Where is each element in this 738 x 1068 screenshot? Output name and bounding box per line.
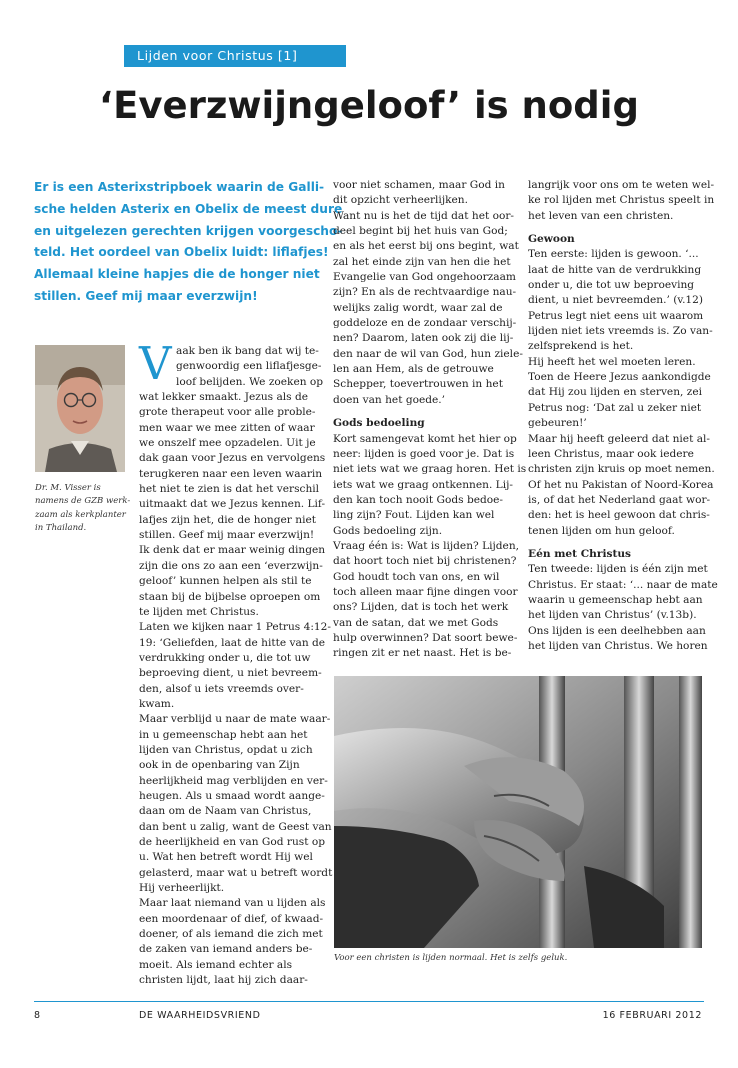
text-line: dient, u niet bevreemden.’ (v.12) xyxy=(528,294,704,307)
text-line: en uitgelezen gerechten krijgen voorgescho- xyxy=(34,223,343,238)
text-line: langrijk voor ons om te weten wel- xyxy=(528,179,715,191)
text-line: een moordenaar of dief, of kwaad- xyxy=(139,912,324,925)
text-line: christen lijdt, laat hij zich daar- xyxy=(139,974,308,987)
text-line: moeit. Als iemand echter als xyxy=(139,958,293,971)
intro-paragraph xyxy=(34,177,343,308)
text-line: Of het nu Pakistan of Noord-Korea xyxy=(528,478,714,491)
text-line: Maar verblijd u naar de mate waar- xyxy=(139,713,331,726)
text-line: dan bent u zalig, want de Geest van xyxy=(139,820,332,833)
text-line: Petrus legt niet eens uit waarom xyxy=(528,309,704,322)
text-line: zal het einde zijn van hen die het xyxy=(333,255,511,268)
text-line: Ik denk dat er maar weinig dingen xyxy=(139,544,326,557)
text-line: heugen. Als u smaad wordt aange- xyxy=(139,789,325,802)
hands-behind-bars-photo xyxy=(334,676,702,948)
text-line: het niet te zien is dat het verschil xyxy=(139,483,320,496)
text-line: sche helden Asterix en Obelix de meest dure xyxy=(34,201,343,216)
text-line: neer: lijden is goed voor je. Dat is xyxy=(333,447,515,460)
text-line: Vraag één is: Wat is lijden? Lijden, xyxy=(333,539,520,552)
text-line: uitmaakt dat we Jezus kennen. Lif- xyxy=(139,498,326,511)
text-line: God houdt toch van ons, en wil xyxy=(333,570,500,583)
subheading: Gods bedoeling xyxy=(333,417,425,430)
text-line: zelfsprekend is het. xyxy=(528,340,634,353)
text-line: zijn die ons zo aan een ‘everzwijn- xyxy=(139,559,323,572)
text-line: beproeving dient, u niet bevreem- xyxy=(139,667,322,680)
issue-date: 16 FEBRUARI 2012 xyxy=(602,1010,702,1021)
author-caption xyxy=(35,482,130,536)
text-line: den, alsof u iets vreemds over- xyxy=(139,682,304,695)
text-line: Ten tweede: lijden is één zijn met xyxy=(528,563,708,576)
text-line: Petrus nog: ‘Dat zal u zeker niet xyxy=(528,401,702,414)
column-3 xyxy=(528,178,718,654)
footer-rule xyxy=(34,1001,704,1002)
text-line: Hij verheerlijkt. xyxy=(139,882,225,895)
text-line: onder u, die tot uw beproeving xyxy=(528,279,695,292)
spacer xyxy=(333,408,513,416)
page-title: ‘Everzwijngeloof’ is nodig xyxy=(99,84,639,127)
text-line: loof belijden. We zoeken op xyxy=(176,375,324,388)
text-line: in Thailand. xyxy=(35,523,87,534)
text-line: Er is een Asterixstripboek waarin de Galli- xyxy=(34,180,325,194)
text-line: Schepper, toevertrouwen in het xyxy=(333,378,503,391)
page-number: 8 xyxy=(34,1010,41,1021)
text-line: dat hoort toch niet bij christenen? xyxy=(333,555,517,568)
text-line: deel begint bij het huis van God; xyxy=(333,225,508,238)
text-line: Evangelie van God ongehoorzaam xyxy=(333,271,516,284)
author-photo xyxy=(35,345,125,472)
drop-cap: V xyxy=(139,337,172,390)
photo-caption: Voor een christen is lijden normaal. Het is zelfs geluk. xyxy=(334,953,568,963)
text-line: doener, of als iemand die zich met xyxy=(139,928,323,941)
text-line: goddeloze en de zondaar verschij- xyxy=(333,317,517,330)
text-line: het leven van een christen. xyxy=(528,209,674,222)
text-line: zaam als kerkplanter xyxy=(35,509,126,520)
text-line: den: het is heel gewoon dat chris- xyxy=(528,509,710,522)
hands-prison-image xyxy=(334,676,702,948)
text-line: gebeuren!’ xyxy=(528,417,587,430)
text-line: hulp overwinnen? Dat soort bewe- xyxy=(333,631,518,644)
text-line: daan om de Naam van Christus, xyxy=(139,805,312,818)
text-line: Hij heeft het wel moeten leren. xyxy=(528,355,696,368)
text-line: men waar we mee zitten of waar xyxy=(139,421,315,434)
text-line: nen? Daarom, laten ook zij die lij- xyxy=(333,332,514,345)
text-line: we onszelf mee opzadelen. Uit je xyxy=(139,437,316,450)
text-line: den kan toch nooit Gods bedoe- xyxy=(333,493,504,506)
text-line: staan bij de bijbelse oproepen om xyxy=(139,590,321,603)
text-line: namens de GZB werk- xyxy=(35,496,131,507)
text-line: Gods bedoeling zijn. xyxy=(333,524,443,537)
text-line: zijn? En als de rechtvaardige nau- xyxy=(333,286,517,299)
column-2 xyxy=(333,178,527,662)
text-line: christen zijn kruis op moet nemen. xyxy=(528,463,715,476)
text-line: Allemaal kleine hapjes die de honger niet xyxy=(34,267,320,282)
text-line: Ons lijden is een deelhebben aan xyxy=(528,624,706,637)
text-line: stillen. Geef mij maar everzwijn! xyxy=(34,288,258,303)
text-line: doen van het goede.’ xyxy=(333,393,446,406)
text-line: welijks zalig wordt, waar zal de xyxy=(333,301,503,314)
text-line: waarin u gemeenschap hebt aan xyxy=(528,593,703,606)
text-line: voor niet schamen, maar God in xyxy=(333,179,505,191)
text-line: lafjes zijn het, die de honger niet xyxy=(139,513,316,526)
publication-name: DE WAARHEIDSVRIEND xyxy=(139,1010,261,1021)
section-kicker: Lijden voor Christus [1] xyxy=(124,45,346,67)
text-line: dat Hij zou lijden en sterven, zei xyxy=(528,386,702,399)
text-line: leen Christus, maar ook iedere xyxy=(528,447,694,460)
text-line: Ten eerste: lijden is gewoon. ‘... xyxy=(528,248,699,261)
text-line: geloof’ kunnen helpen als stil te xyxy=(139,575,312,588)
text-line: verdrukking onder u, die tot uw xyxy=(139,651,311,664)
text-line: het lijden van Christus’ (v.13b). xyxy=(528,609,697,622)
text-line: Maar hij heeft geleerd dat niet al- xyxy=(528,432,710,445)
text-line: Dr. M. Visser is xyxy=(35,483,101,493)
text-line: dak gaan voor Jezus en vervolgens xyxy=(139,452,326,465)
subheading: Gewoon xyxy=(528,233,575,246)
text-line: u. Wat hen betreft wordt Hij wel xyxy=(139,851,313,864)
spacer xyxy=(528,539,708,547)
text-line: Christus. Er staat: ‘... naar de mate xyxy=(528,578,718,591)
text-line: het lijden van Christus. We horen xyxy=(528,639,708,652)
text-line: iets wat we graag ontkennen. Lij- xyxy=(333,478,513,491)
text-line: toch alleen maar fijne dingen voor xyxy=(333,585,518,598)
text-line: ke rol lijden met Christus speelt in xyxy=(528,194,715,207)
text-line: lijden van Christus, opdat u zich xyxy=(139,743,313,756)
text-line: ook in de openbaring van Zijn xyxy=(139,759,300,772)
text-line: Want nu is het de tijd dat het oor- xyxy=(333,209,514,222)
text-line: Toen de Heere Jezus aankondigde xyxy=(528,371,711,384)
text-line: terugkeren naar een leven waarin xyxy=(139,467,323,480)
text-line: ons? Lijden, dat is toch het werk xyxy=(333,601,509,614)
text-line: stillen. Geef mij maar everzwijn! xyxy=(139,529,315,542)
text-line: van de satan, dat we met Gods xyxy=(333,616,499,629)
text-line: dit opzicht verheerlijken. xyxy=(333,194,468,207)
subheading: Eén met Christus xyxy=(528,547,631,560)
text-line: te lijden met Christus. xyxy=(139,605,259,618)
text-line: is, of dat het Nederland gaat wor- xyxy=(528,493,711,506)
text-line: niet iets wat we graag horen. Het is xyxy=(333,463,527,476)
text-line: lijden niet iets vreemds is. Zo van- xyxy=(528,325,713,338)
text-line: 19: ‘Geliefden, laat de hitte van de xyxy=(139,636,326,649)
text-line: wat lekker smaakt. Jezus als de xyxy=(139,391,309,404)
text-line: len aan Hem, als de getrouwe xyxy=(333,363,494,376)
text-line: Maar laat niemand van u lijden als xyxy=(139,897,326,910)
text-line: ringen zit er net naast. Het is be- xyxy=(333,647,512,660)
text-line: laat de hitte van de verdrukking xyxy=(528,263,702,276)
author-portrait-image xyxy=(35,345,125,472)
text-line: teld. Het oordeel van Obelix luidt: liflafjes! xyxy=(34,245,329,260)
column-1 xyxy=(139,337,333,988)
text-line: aak ben ik bang dat wij te- xyxy=(176,345,319,357)
text-line: ling zijn? Fout. Lijden kan wel xyxy=(333,509,495,522)
text-line: Kort samengevat komt het hier op xyxy=(333,432,517,445)
text-line: en als het eerst bij ons begint, wat xyxy=(333,240,519,253)
text-line: grote therapeut voor alle proble- xyxy=(139,406,316,419)
text-line: de zaken van iemand anders be- xyxy=(139,943,313,956)
spacer xyxy=(528,224,708,232)
text-line: gelasterd, maar wat u betreft wordt xyxy=(139,866,333,879)
text-line: heerlijkheid mag verblijden en ver- xyxy=(139,774,328,787)
text-line: tenen lijden om hun geloof. xyxy=(528,524,675,537)
text-line: kwam. xyxy=(139,697,175,710)
text-line: den naar de wil van God, hun ziele- xyxy=(333,347,523,360)
text-line: in u gemeenschap hebt aan het xyxy=(139,728,308,741)
text-line: genwoordig een liflafjesge- xyxy=(176,360,322,373)
text-line: Laten we kijken naar 1 Petrus 4:12- xyxy=(139,621,331,634)
text-line: de heerlijkheid en van God rust op xyxy=(139,836,326,848)
